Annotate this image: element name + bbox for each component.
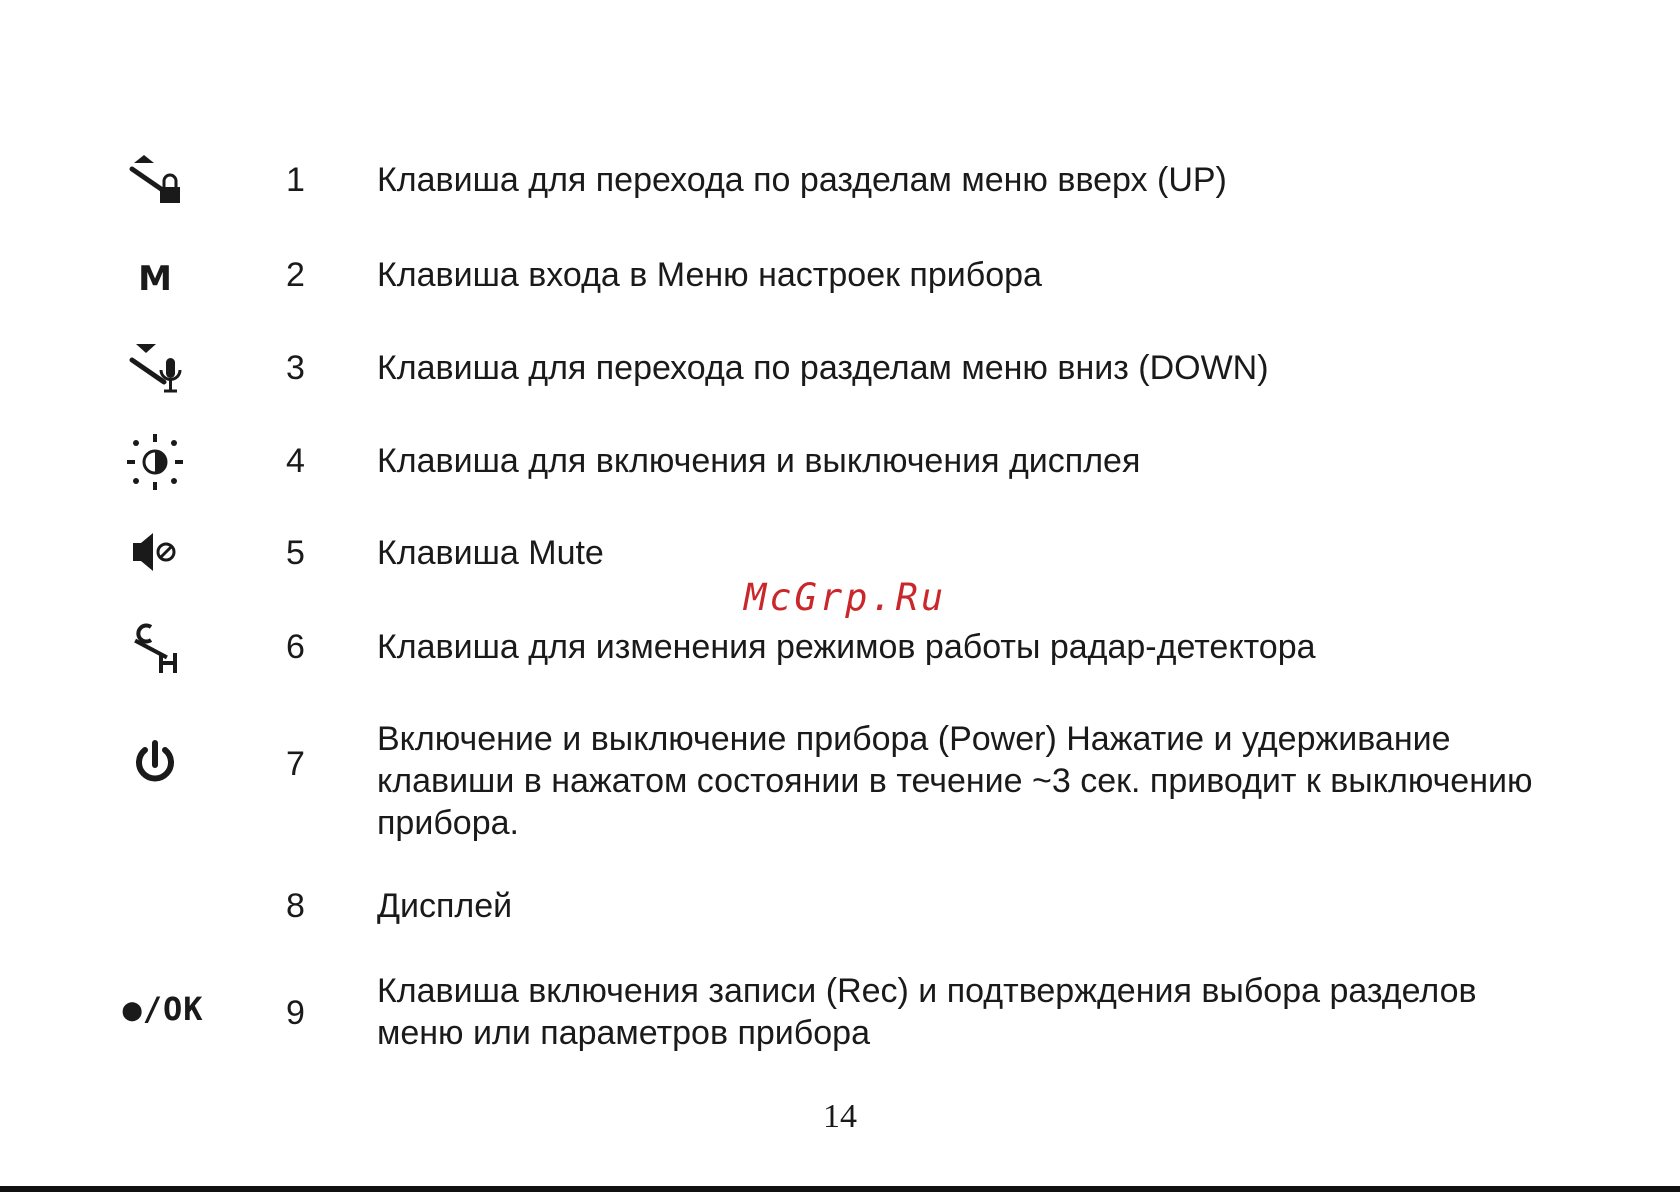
item-description-line: Включение и выключение прибора (Power) Нажатие и удерживание xyxy=(377,720,1451,758)
item-number: 6 xyxy=(286,628,305,666)
item-description: Клавиша для перехода по разделам меню вниз (DOWN) xyxy=(377,349,1269,387)
mute-speaker-icon xyxy=(110,517,200,587)
menu-m-icon xyxy=(110,244,200,314)
item-number: 9 xyxy=(286,994,305,1032)
rec-ok-icon xyxy=(108,974,218,1044)
item-number: 1 xyxy=(286,161,305,199)
item-description-line: прибора. xyxy=(377,804,519,842)
item-number: 3 xyxy=(286,349,305,387)
item-description-line: меню или параметров прибора xyxy=(377,1014,870,1052)
item-description: Дисплей xyxy=(377,887,513,925)
item-number: 5 xyxy=(286,534,305,572)
item-description: Клавиша Mute xyxy=(377,534,604,572)
brightness-icon xyxy=(110,427,200,497)
city-highway-icon xyxy=(110,612,200,682)
page-number: 14 xyxy=(823,1098,857,1135)
item-number: 2 xyxy=(286,256,305,294)
item-description: Клавиша для изменения режимов работы радар-детектора xyxy=(377,628,1316,666)
menu-m-glyph: M xyxy=(138,259,172,299)
item-description-line: Клавиша включения записи (Rec) и подтверждения выбора разделов xyxy=(377,972,1477,1010)
item-description xyxy=(377,718,1637,844)
item-number: 8 xyxy=(286,887,305,925)
rec-ok-glyph: ●/OK xyxy=(122,990,204,1028)
watermark: McGrp.Ru xyxy=(744,576,947,619)
item-number: 7 xyxy=(286,745,305,783)
item-description: Клавиша для включения и выключения дисплея xyxy=(377,442,1141,480)
item-description: Клавиша входа в Меню настроек прибора xyxy=(377,256,1042,294)
down-mic-icon xyxy=(110,336,200,406)
item-description xyxy=(377,970,1637,1054)
bottom-rule xyxy=(0,1186,1680,1192)
item-description-line: клавиши в нажатом состоянии в течение ~3 сек. приводит к выключению xyxy=(377,762,1533,800)
item-number: 4 xyxy=(286,442,305,480)
item-description: Клавиша для перехода по разделам меню вверх (UP) xyxy=(377,161,1227,199)
power-icon xyxy=(110,728,200,798)
up-lock-icon xyxy=(110,146,200,216)
